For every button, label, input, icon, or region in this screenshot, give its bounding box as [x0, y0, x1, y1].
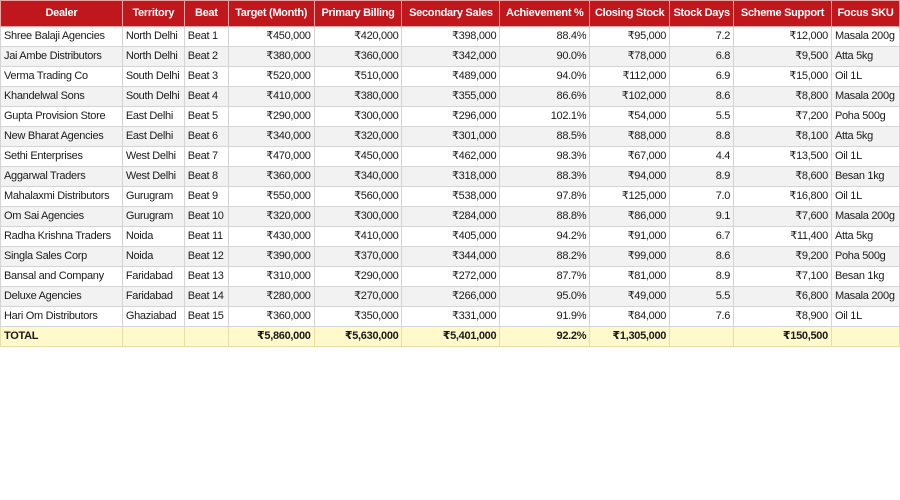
- dealer-cell[interactable]: Singla Sales Corp: [1, 247, 123, 267]
- secondary-sales-cell[interactable]: ₹331,000: [402, 307, 500, 327]
- achievement-cell[interactable]: 94.2%: [500, 227, 590, 247]
- focus-sku-cell[interactable]: Atta 5kg: [831, 127, 899, 147]
- target-cell[interactable]: ₹390,000: [228, 247, 314, 267]
- target-cell[interactable]: ₹290,000: [228, 107, 314, 127]
- dealer-cell[interactable]: Jai Ambe Distributors: [1, 47, 123, 67]
- primary-billing-cell[interactable]: ₹300,000: [314, 207, 402, 227]
- focus-sku-cell[interactable]: Masala 200g: [831, 287, 899, 307]
- target-cell[interactable]: ₹340,000: [228, 127, 314, 147]
- scheme-support-cell[interactable]: ₹6,800: [734, 287, 832, 307]
- beat-cell[interactable]: Beat 9: [184, 187, 228, 207]
- achievement-cell[interactable]: 102.1%: [500, 107, 590, 127]
- total-secondary-sales-cell[interactable]: ₹5,401,000: [402, 327, 500, 347]
- secondary-sales-cell[interactable]: ₹266,000: [402, 287, 500, 307]
- achievement-cell[interactable]: 97.8%: [500, 187, 590, 207]
- achievement-cell[interactable]: 95.0%: [500, 287, 590, 307]
- achievement-cell[interactable]: 88.3%: [500, 167, 590, 187]
- table-row: [1, 247, 900, 267]
- closing-stock-cell[interactable]: ₹67,000: [590, 147, 670, 167]
- column-header-closing-stock[interactable]: Closing Stock: [590, 1, 670, 27]
- dealer-cell[interactable]: Radha Krishna Traders: [1, 227, 123, 247]
- stock-days-cell[interactable]: 5.5: [670, 107, 734, 127]
- focus-sku-cell[interactable]: Masala 200g: [831, 207, 899, 227]
- primary-billing-cell[interactable]: ₹320,000: [314, 127, 402, 147]
- closing-stock-cell[interactable]: ₹54,000: [590, 107, 670, 127]
- column-header-scheme-support[interactable]: Scheme Support: [734, 1, 832, 27]
- beat-cell[interactable]: Beat 7: [184, 147, 228, 167]
- beat-cell[interactable]: Beat 1: [184, 27, 228, 47]
- target-cell[interactable]: ₹550,000: [228, 187, 314, 207]
- focus-sku-cell[interactable]: Oil 1L: [831, 187, 899, 207]
- beat-cell[interactable]: Beat 6: [184, 127, 228, 147]
- target-cell[interactable]: ₹450,000: [228, 27, 314, 47]
- total-beat-cell[interactable]: [184, 327, 228, 347]
- beat-cell[interactable]: Beat 10: [184, 207, 228, 227]
- primary-billing-cell[interactable]: ₹420,000: [314, 27, 402, 47]
- stock-days-cell[interactable]: 8.6: [670, 87, 734, 107]
- scheme-support-cell[interactable]: ₹8,900: [734, 307, 832, 327]
- closing-stock-cell[interactable]: ₹49,000: [590, 287, 670, 307]
- primary-billing-cell[interactable]: ₹360,000: [314, 47, 402, 67]
- territory-cell[interactable]: North Delhi: [122, 27, 184, 47]
- stock-days-cell[interactable]: 6.8: [670, 47, 734, 67]
- secondary-sales-cell[interactable]: ₹284,000: [402, 207, 500, 227]
- scheme-support-cell[interactable]: ₹7,600: [734, 207, 832, 227]
- target-cell[interactable]: ₹360,000: [228, 307, 314, 327]
- closing-stock-cell[interactable]: ₹99,000: [590, 247, 670, 267]
- dealer-cell[interactable]: Verma Trading Co: [1, 67, 123, 87]
- focus-sku-cell[interactable]: Oil 1L: [831, 147, 899, 167]
- target-cell[interactable]: ₹280,000: [228, 287, 314, 307]
- scheme-support-cell[interactable]: ₹12,000: [734, 27, 832, 47]
- stock-days-cell[interactable]: 6.7: [670, 227, 734, 247]
- stock-days-cell[interactable]: 4.4: [670, 147, 734, 167]
- stock-days-cell[interactable]: 7.6: [670, 307, 734, 327]
- total-stock-days-cell[interactable]: [670, 327, 734, 347]
- closing-stock-cell[interactable]: ₹88,000: [590, 127, 670, 147]
- stock-days-cell[interactable]: 8.8: [670, 127, 734, 147]
- column-header-beat[interactable]: Beat: [184, 1, 228, 27]
- territory-cell[interactable]: Gurugram: [122, 187, 184, 207]
- total-closing-stock-cell[interactable]: ₹1,305,000: [590, 327, 670, 347]
- primary-billing-cell[interactable]: ₹380,000: [314, 87, 402, 107]
- secondary-sales-cell[interactable]: ₹355,000: [402, 87, 500, 107]
- closing-stock-cell[interactable]: ₹94,000: [590, 167, 670, 187]
- target-cell[interactable]: ₹430,000: [228, 227, 314, 247]
- table-row: [1, 167, 900, 187]
- achievement-cell[interactable]: 88.4%: [500, 27, 590, 47]
- total-target-cell[interactable]: ₹5,860,000: [228, 327, 314, 347]
- scheme-support-cell[interactable]: ₹15,000: [734, 67, 832, 87]
- dealer-cell[interactable]: Bansal and Company: [1, 267, 123, 287]
- secondary-sales-cell[interactable]: ₹296,000: [402, 107, 500, 127]
- territory-cell[interactable]: Noida: [122, 227, 184, 247]
- achievement-cell[interactable]: 88.2%: [500, 247, 590, 267]
- closing-stock-cell[interactable]: ₹84,000: [590, 307, 670, 327]
- focus-sku-cell[interactable]: Oil 1L: [831, 67, 899, 87]
- secondary-sales-cell[interactable]: ₹489,000: [402, 67, 500, 87]
- beat-cell[interactable]: Beat 2: [184, 47, 228, 67]
- scheme-support-cell[interactable]: ₹7,100: [734, 267, 832, 287]
- dealer-cell[interactable]: Gupta Provision Store: [1, 107, 123, 127]
- secondary-sales-cell[interactable]: ₹301,000: [402, 127, 500, 147]
- target-cell[interactable]: ₹380,000: [228, 47, 314, 67]
- dealer-cell[interactable]: Hari Om Distributors: [1, 307, 123, 327]
- beat-cell[interactable]: Beat 5: [184, 107, 228, 127]
- closing-stock-cell[interactable]: ₹86,000: [590, 207, 670, 227]
- beat-cell[interactable]: Beat 11: [184, 227, 228, 247]
- dealer-cell[interactable]: Deluxe Agencies: [1, 287, 123, 307]
- stock-days-cell[interactable]: 7.0: [670, 187, 734, 207]
- beat-cell[interactable]: Beat 13: [184, 267, 228, 287]
- territory-cell[interactable]: South Delhi: [122, 67, 184, 87]
- secondary-sales-cell[interactable]: ₹538,000: [402, 187, 500, 207]
- beat-cell[interactable]: Beat 4: [184, 87, 228, 107]
- closing-stock-cell[interactable]: ₹78,000: [590, 47, 670, 67]
- target-cell[interactable]: ₹410,000: [228, 87, 314, 107]
- achievement-cell[interactable]: 86.6%: [500, 87, 590, 107]
- total-primary-billing-cell[interactable]: ₹5,630,000: [314, 327, 402, 347]
- achievement-cell[interactable]: 91.9%: [500, 307, 590, 327]
- table-row: [1, 187, 900, 207]
- total-label-cell[interactable]: TOTAL: [1, 327, 123, 347]
- scheme-support-cell[interactable]: ₹16,800: [734, 187, 832, 207]
- primary-billing-cell[interactable]: ₹340,000: [314, 167, 402, 187]
- focus-sku-cell[interactable]: Atta 5kg: [831, 227, 899, 247]
- stock-days-cell[interactable]: 8.9: [670, 167, 734, 187]
- focus-sku-cell[interactable]: Besan 1kg: [831, 167, 899, 187]
- column-header-territory[interactable]: Territory: [122, 1, 184, 27]
- achievement-cell[interactable]: 94.0%: [500, 67, 590, 87]
- column-header-dealer[interactable]: Dealer: [1, 1, 123, 27]
- secondary-sales-cell[interactable]: ₹272,000: [402, 267, 500, 287]
- territory-cell[interactable]: East Delhi: [122, 127, 184, 147]
- table-body: [1, 27, 900, 327]
- beat-cell[interactable]: Beat 14: [184, 287, 228, 307]
- achievement-cell[interactable]: 87.7%: [500, 267, 590, 287]
- totals-row: [1, 327, 900, 347]
- secondary-sales-cell[interactable]: ₹398,000: [402, 27, 500, 47]
- primary-billing-cell[interactable]: ₹350,000: [314, 307, 402, 327]
- dealer-cell[interactable]: Mahalaxmi Distributors: [1, 187, 123, 207]
- column-header-achievement[interactable]: Achievement %: [500, 1, 590, 27]
- territory-cell[interactable]: Gurugram: [122, 207, 184, 227]
- scheme-support-cell[interactable]: ₹9,200: [734, 247, 832, 267]
- primary-billing-cell[interactable]: ₹370,000: [314, 247, 402, 267]
- achievement-cell[interactable]: 90.0%: [500, 47, 590, 67]
- table-row: [1, 127, 900, 147]
- closing-stock-cell[interactable]: ₹112,000: [590, 67, 670, 87]
- stock-days-cell[interactable]: 8.6: [670, 247, 734, 267]
- dealer-cell[interactable]: Om Sai Agencies: [1, 207, 123, 227]
- target-cell[interactable]: ₹470,000: [228, 147, 314, 167]
- achievement-cell[interactable]: 88.8%: [500, 207, 590, 227]
- achievement-cell[interactable]: 98.3%: [500, 147, 590, 167]
- scheme-support-cell[interactable]: ₹8,800: [734, 87, 832, 107]
- stock-days-cell[interactable]: 8.9: [670, 267, 734, 287]
- stock-days-cell[interactable]: 6.9: [670, 67, 734, 87]
- focus-sku-cell[interactable]: Poha 500g: [831, 107, 899, 127]
- secondary-sales-cell[interactable]: ₹344,000: [402, 247, 500, 267]
- dealer-cell[interactable]: Sethi Enterprises: [1, 147, 123, 167]
- target-cell[interactable]: ₹520,000: [228, 67, 314, 87]
- dealer-cell[interactable]: New Bharat Agencies: [1, 127, 123, 147]
- dealer-cell[interactable]: Shree Balaji Agencies: [1, 27, 123, 47]
- primary-billing-cell[interactable]: ₹290,000: [314, 267, 402, 287]
- target-cell[interactable]: ₹310,000: [228, 267, 314, 287]
- column-header-stock-days[interactable]: Stock Days: [670, 1, 734, 27]
- table-row: [1, 47, 900, 67]
- territory-cell[interactable]: East Delhi: [122, 107, 184, 127]
- closing-stock-cell[interactable]: ₹102,000: [590, 87, 670, 107]
- primary-billing-cell[interactable]: ₹300,000: [314, 107, 402, 127]
- dealer-cell[interactable]: Khandelwal Sons: [1, 87, 123, 107]
- dealer-cell[interactable]: Aggarwal Traders: [1, 167, 123, 187]
- focus-sku-cell[interactable]: Masala 200g: [831, 87, 899, 107]
- scheme-support-cell[interactable]: ₹11,400: [734, 227, 832, 247]
- territory-cell[interactable]: Faridabad: [122, 267, 184, 287]
- total-achievement-cell[interactable]: 92.2%: [500, 327, 590, 347]
- closing-stock-cell[interactable]: ₹125,000: [590, 187, 670, 207]
- focus-sku-cell[interactable]: Masala 200g: [831, 27, 899, 47]
- stock-days-cell[interactable]: 5.5: [670, 287, 734, 307]
- scheme-support-cell[interactable]: ₹8,100: [734, 127, 832, 147]
- territory-cell[interactable]: North Delhi: [122, 47, 184, 67]
- total-territory-cell[interactable]: [122, 327, 184, 347]
- column-header-primary-billing[interactable]: Primary Billing: [314, 1, 402, 27]
- territory-cell[interactable]: Faridabad: [122, 287, 184, 307]
- column-header-secondary-sales[interactable]: Secondary Sales: [402, 1, 500, 27]
- primary-billing-cell[interactable]: ₹560,000: [314, 187, 402, 207]
- secondary-sales-cell[interactable]: ₹318,000: [402, 167, 500, 187]
- stock-days-cell[interactable]: 7.2: [670, 27, 734, 47]
- focus-sku-cell[interactable]: Besan 1kg: [831, 267, 899, 287]
- closing-stock-cell[interactable]: ₹95,000: [590, 27, 670, 47]
- scheme-support-cell[interactable]: ₹13,500: [734, 147, 832, 167]
- territory-cell[interactable]: West Delhi: [122, 167, 184, 187]
- secondary-sales-cell[interactable]: ₹462,000: [402, 147, 500, 167]
- beat-cell[interactable]: Beat 12: [184, 247, 228, 267]
- table-row: [1, 87, 900, 107]
- column-header-target[interactable]: Target (Month): [228, 1, 314, 27]
- closing-stock-cell[interactable]: ₹81,000: [590, 267, 670, 287]
- focus-sku-cell[interactable]: Poha 500g: [831, 247, 899, 267]
- beat-cell[interactable]: Beat 15: [184, 307, 228, 327]
- header-row: [1, 1, 900, 27]
- table-row: [1, 227, 900, 247]
- scheme-support-cell[interactable]: ₹8,600: [734, 167, 832, 187]
- secondary-sales-cell[interactable]: ₹342,000: [402, 47, 500, 67]
- beat-cell[interactable]: Beat 3: [184, 67, 228, 87]
- primary-billing-cell[interactable]: ₹410,000: [314, 227, 402, 247]
- total-scheme-support-cell[interactable]: ₹150,500: [734, 327, 832, 347]
- table-row: [1, 107, 900, 127]
- table-row: [1, 67, 900, 87]
- scheme-support-cell[interactable]: ₹9,500: [734, 47, 832, 67]
- table-row: [1, 267, 900, 287]
- achievement-cell[interactable]: 88.5%: [500, 127, 590, 147]
- territory-cell[interactable]: West Delhi: [122, 147, 184, 167]
- target-cell[interactable]: ₹360,000: [228, 167, 314, 187]
- table-row: [1, 147, 900, 167]
- primary-billing-cell[interactable]: ₹270,000: [314, 287, 402, 307]
- territory-cell[interactable]: Noida: [122, 247, 184, 267]
- table-row: [1, 307, 900, 327]
- territory-cell[interactable]: South Delhi: [122, 87, 184, 107]
- territory-cell[interactable]: Ghaziabad: [122, 307, 184, 327]
- closing-stock-cell[interactable]: ₹91,000: [590, 227, 670, 247]
- column-header-focus-sku[interactable]: Focus SKU: [831, 1, 899, 27]
- table-row: [1, 207, 900, 227]
- primary-billing-cell[interactable]: ₹450,000: [314, 147, 402, 167]
- total-focus-sku-cell[interactable]: [831, 327, 899, 347]
- table-row: [1, 287, 900, 307]
- focus-sku-cell[interactable]: Oil 1L: [831, 307, 899, 327]
- target-cell[interactable]: ₹320,000: [228, 207, 314, 227]
- secondary-sales-cell[interactable]: ₹405,000: [402, 227, 500, 247]
- table-row: [1, 27, 900, 47]
- scheme-support-cell[interactable]: ₹7,200: [734, 107, 832, 127]
- stock-days-cell[interactable]: 9.1: [670, 207, 734, 227]
- beat-cell[interactable]: Beat 8: [184, 167, 228, 187]
- focus-sku-cell[interactable]: Atta 5kg: [831, 47, 899, 67]
- primary-billing-cell[interactable]: ₹510,000: [314, 67, 402, 87]
